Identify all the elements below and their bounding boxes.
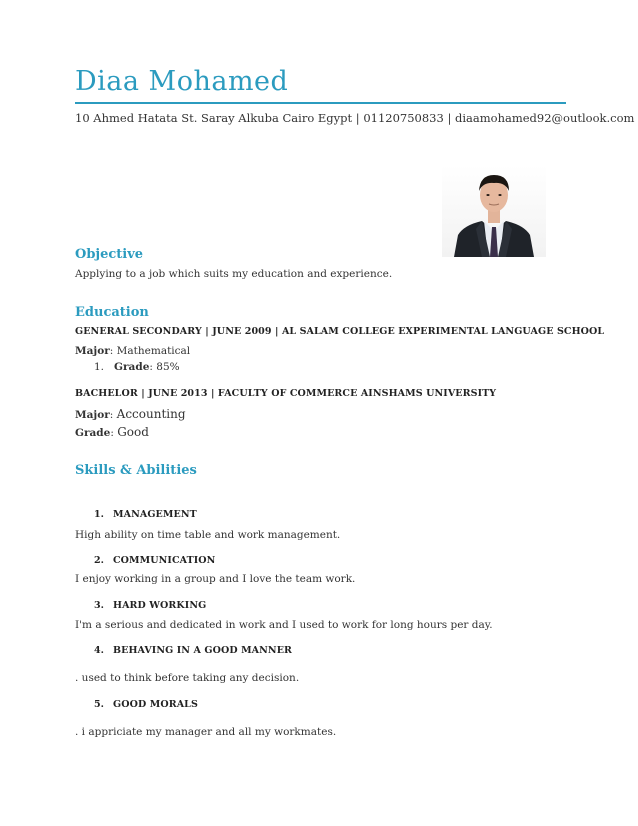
contact-line: 10 Ahmed Hatata St. Saray Alkuba Cairo Egypt | 01120750833 | diaamohamed92@outlook.com — [75, 111, 635, 125]
skill-text: I'm a serious and dedicated in work and I used to work for long hours per day. — [75, 619, 493, 631]
education-major: Major: Accounting — [75, 407, 186, 421]
skill-number: 1. — [94, 509, 104, 520]
skill-text: . i appriciate my manager and all my workmates. — [75, 726, 337, 738]
person-name: Diaa Mohamed — [75, 66, 289, 97]
profile-photo — [442, 165, 546, 257]
skill-number: 5. — [94, 699, 104, 710]
skill-text: High ability on time table and work management. — [75, 529, 341, 541]
major-value: Accounting — [116, 407, 186, 421]
skill-title: BEHAVING IN A GOOD MANNER — [113, 645, 293, 656]
major-label: Major — [75, 345, 110, 357]
objective-text: Applying to a job which suits my education and experience. — [75, 268, 393, 280]
grade-value: Good — [117, 425, 149, 439]
skill-title: COMMUNICATION — [113, 555, 216, 566]
education-entry-heading: BACHELOR | JUNE 2013 | FACULTY OF COMMERCE AINSHAMS UNIVERSITY — [75, 388, 497, 399]
skill-text: I enjoy working in a group and I love the team work. — [75, 573, 356, 585]
skill-number: 2. — [94, 555, 104, 566]
major-label: Major — [75, 409, 110, 421]
header-rule — [75, 102, 566, 104]
education-entry-heading: GENERAL SECONDARY | JUNE 2009 | AL SALAM COLLEGE EXPERIMENTAL LANGUAGE SCHOOL — [75, 326, 605, 337]
grade-value: 85% — [156, 361, 180, 373]
skill-number: 4. — [94, 645, 104, 656]
skills-heading: Skills & Abilities — [75, 463, 197, 478]
skill-title: GOOD MORALS — [113, 699, 198, 710]
grade-label: Grade — [75, 427, 111, 439]
education-grade: Grade: Good — [75, 425, 149, 439]
profile-photo-image — [442, 165, 546, 257]
skill-text: . used to think before taking any decision. — [75, 672, 300, 684]
skill-title: HARD WORKING — [113, 600, 207, 611]
objective-heading: Objective — [75, 247, 144, 262]
skill-title: MANAGEMENT — [113, 509, 197, 520]
grade-number: 1. — [94, 361, 105, 373]
grade-label: Grade — [114, 361, 150, 373]
education-heading: Education — [75, 305, 149, 320]
major-value: Mathematical — [116, 345, 191, 357]
education-grade: 1. Grade: 85% — [94, 361, 180, 373]
education-major: Major: Mathematical — [75, 345, 191, 357]
skill-number: 3. — [94, 600, 104, 611]
